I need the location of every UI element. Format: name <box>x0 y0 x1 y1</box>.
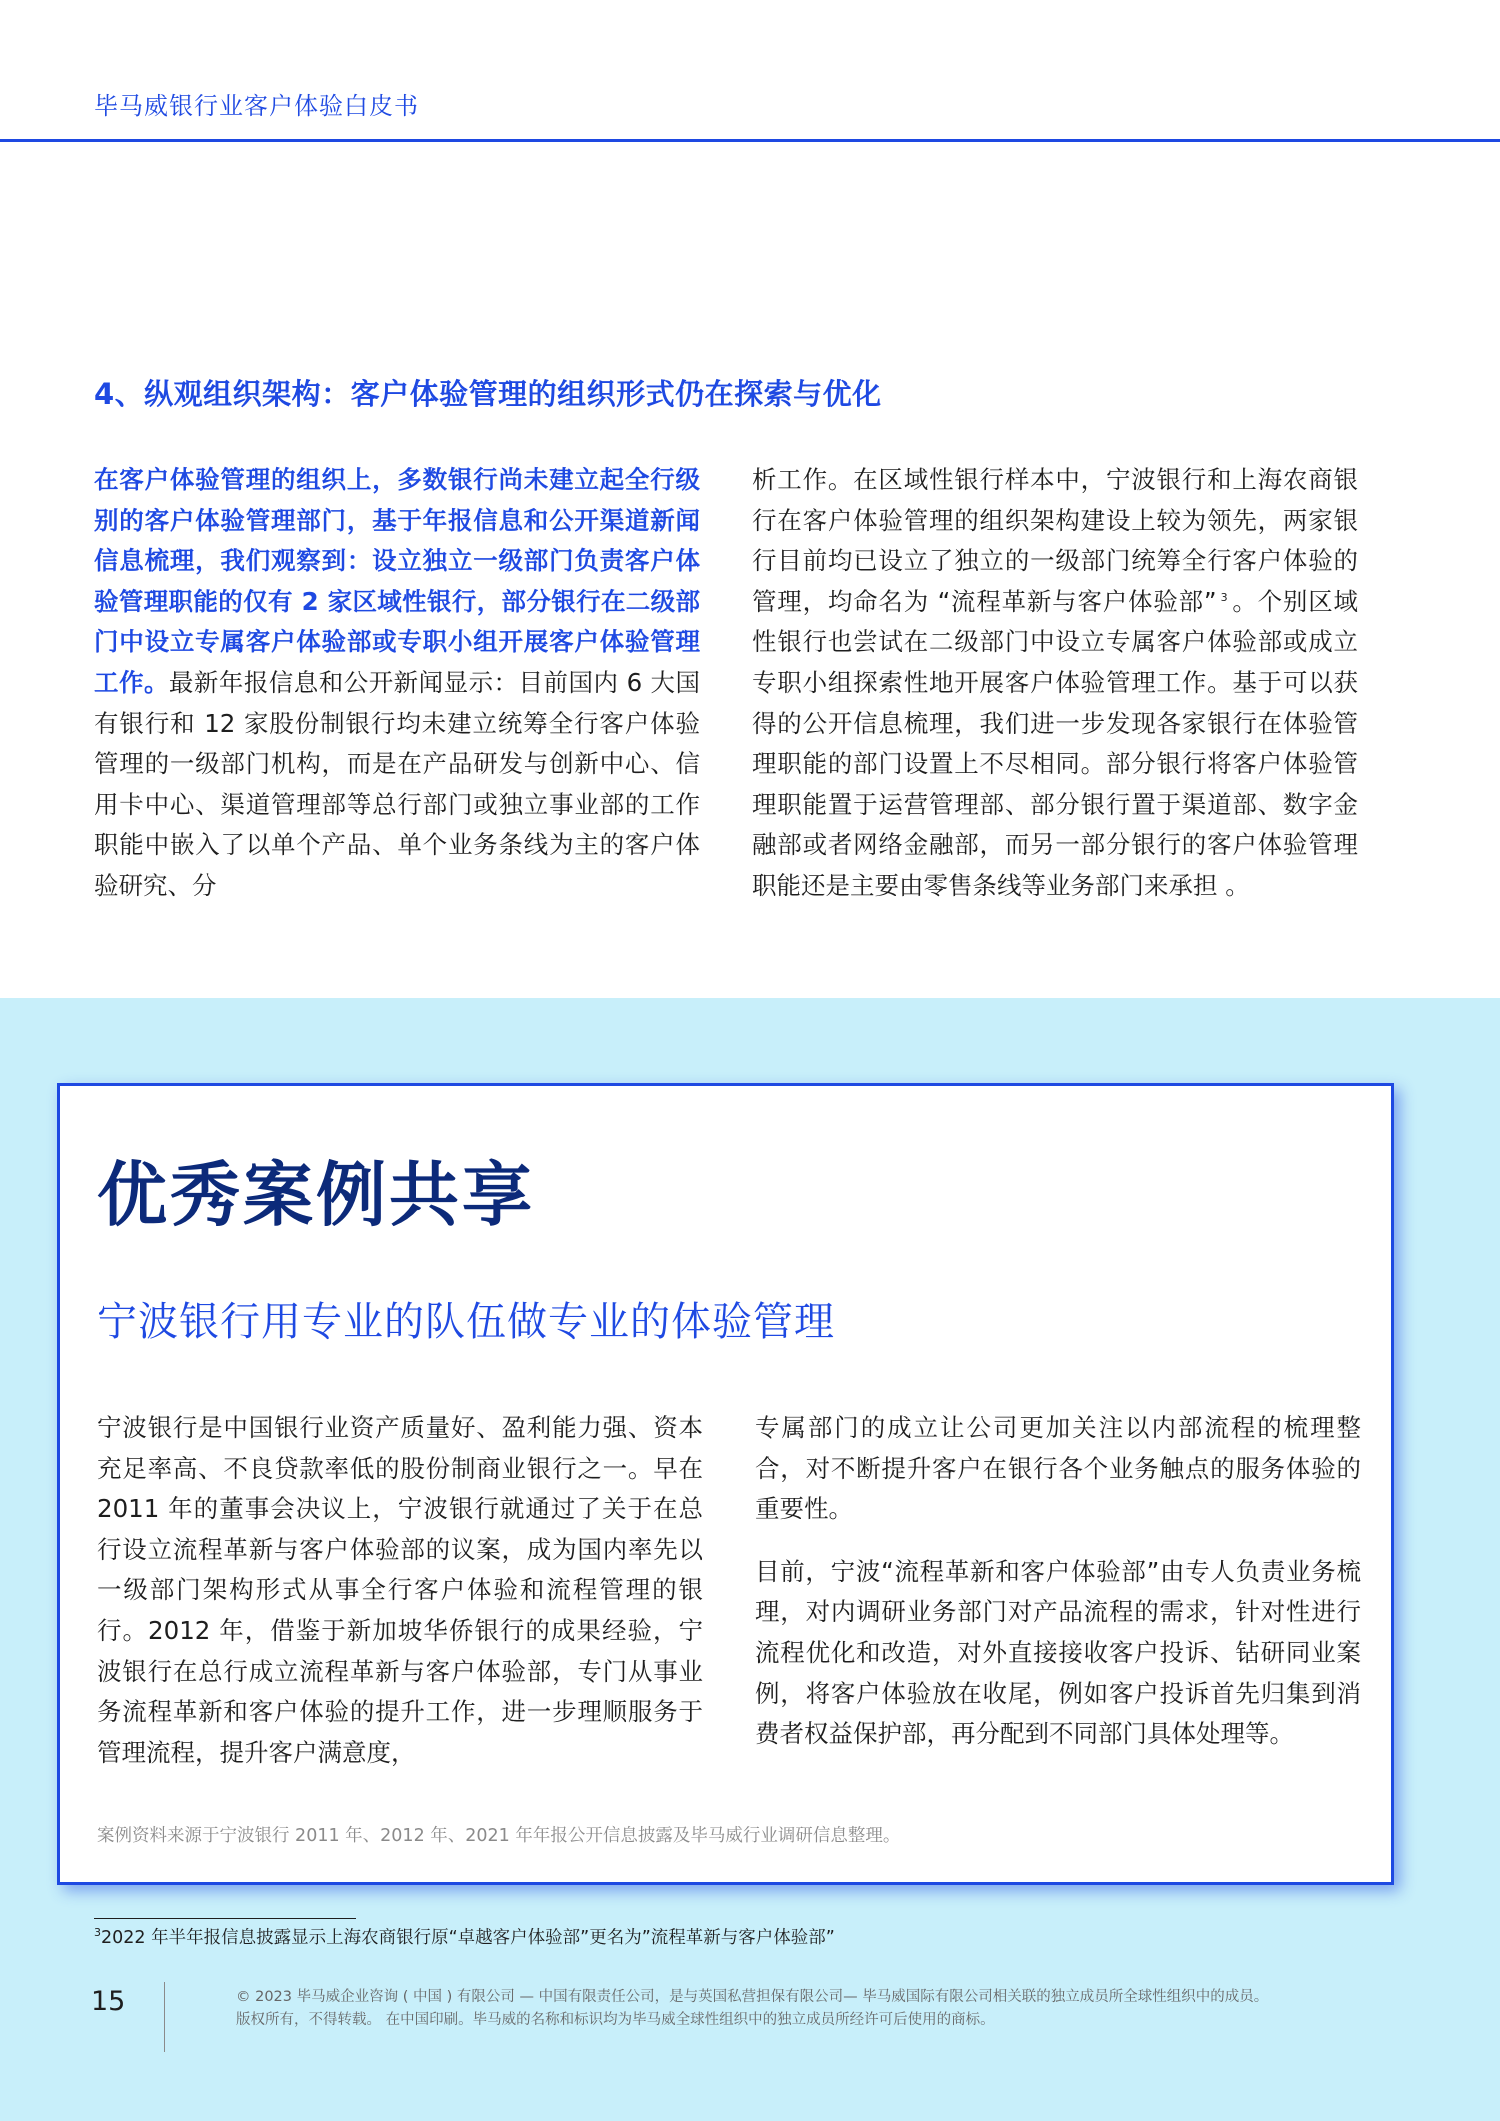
copyright-line-1: © 2023 毕马威企业咨询 ( 中国 ) 有限公司 — 中国有限责任公司，是与英国私营担保有限公司— 毕马威国际有限公司相关联的独立成员所全球性组织中的成员。 <box>236 1989 1269 2005</box>
footnote-ref[interactable]: 3 <box>1220 590 1228 604</box>
header-title: 毕马威银行业客户体验白皮书 <box>94 92 419 120</box>
footer-divider <box>164 1982 165 2052</box>
body-text-right-2: 。个别区域性银行也尝试在二级部门中设立专属客户体验部或成立专职小组探索性地开展客户体验管理工作。基于可以获得的公开信息梳理，我们进一步发现各家银行在体验管理职能的部门设置上不尽相同。部分银行将客户体验管理职能置于运营管理部、部分银行置于渠道部、数字金融部或者网络金融部，而另一部分银行的客户体验管理职能还是主要由零售条线等业务部门来承担 。 <box>752 586 1359 900</box>
section-heading: 4、纵观组织架构：客户体验管理的组织形式仍在探索与优化 <box>94 377 882 411</box>
page-header <box>0 0 1500 142</box>
section-right-column <box>752 460 1358 907</box>
case-title: 优秀案例共享 <box>97 1154 535 1236</box>
case-paragraph-2: 目前，宁波“流程革新和客户体验部”由专人负责业务梳理，对内调研业务部门对产品流程的需求，针对性进行流程优化和改造，对外直接接收客户投诉、钻研同业案例，将客户体验放在收尾，例如客户投诉首先归集到消费者权益保护部，再分配到不同部门具体处理等。 <box>755 1556 1361 1749</box>
highlight-text: 在客户体验管理的组织上，多数银行尚未建立起全行级别的客户体验管理部门，基于年报信息和公开渠道新闻信息梳理，我们观察到：设立独立一级部门负责客户体验管理职能的仅有 2 家区域性银行，部分银行在二级部门中设立专属客户体验部或专职小组开展客户体验管理工作。 <box>94 465 700 697</box>
footnote-number: 3 <box>94 1926 101 1940</box>
copyright <box>236 1986 1268 2032</box>
case-box <box>57 1083 1394 1885</box>
case-paragraph-1: 专属部门的成立让公司更加关注以内部流程的梳理整合，对不断提升客户在银行各个业务触点的服务体验的重要性。 <box>755 1413 1361 1524</box>
case-right-column <box>755 1408 1361 1755</box>
copyright-line-2: 版权所有，不得转载。 在中国印刷。毕马威的名称和标识均为毕马威全球性组织中的独立成员所经许可后使用的商标。 <box>236 2012 995 2028</box>
body-text-left: 最新年报信息和公开新闻显示：目前国内 6 大国有银行和 12 家股份制银行均未建立统筹全行客户体验管理的一级部门机构，而是在产品研发与创新中心、信用卡中心、渠道管理部等总行部门或独立事业部的工作职能中嵌入了以单个产品、单个业务条线为主的客户体验研究、分 <box>94 667 700 900</box>
section-left-column <box>94 460 700 907</box>
page-number: 15 <box>91 1986 126 2017</box>
footnote-text: 2022 年半年报信息披露显示上海农商银行原“卓越客户体验部”更名为”流程革新与客户体验部” <box>101 1928 835 1948</box>
case-left-column: 宁波银行是中国银行业资产质量好、盈利能力强、资本充足率高、不良贷款率低的股份制商业银行之一。早在 2011 年的董事会决议上，宁波银行就通过了关于在总行设立流程革新与客户体验部的议案，成为国内率先以一级部门架构形式从事全行客户体验和流程管理的银行。2012 年，借鉴于新加坡华侨银行的成果经验，宁波银行在总行成立流程革新与客户体验部，专门从事业务流程革新和客户体验的提升工作，进一步理顺服务于管理流程，提升客户满意度， <box>97 1413 703 1767</box>
footnote-rule <box>94 1918 356 1919</box>
footnote <box>94 1924 835 1949</box>
body-text-right-1: 析工作。在区域性银行样本中，宁波银行和上海农商银行在客户体验管理的组织架构建设上较为领先，两家银行目前均已设立了独立的一级部门统筹全行客户体验的管理，均命名为 “流程革新与客户体验部” <box>752 465 1358 616</box>
case-subtitle: 宁波银行用专业的队伍做专业的体验管理 <box>97 1299 835 1345</box>
case-source: 案例资料来源于宁波银行 2011 年、2012 年、2021 年年报公开信息披露及毕马威行业调研信息整理。 <box>97 1826 901 1846</box>
